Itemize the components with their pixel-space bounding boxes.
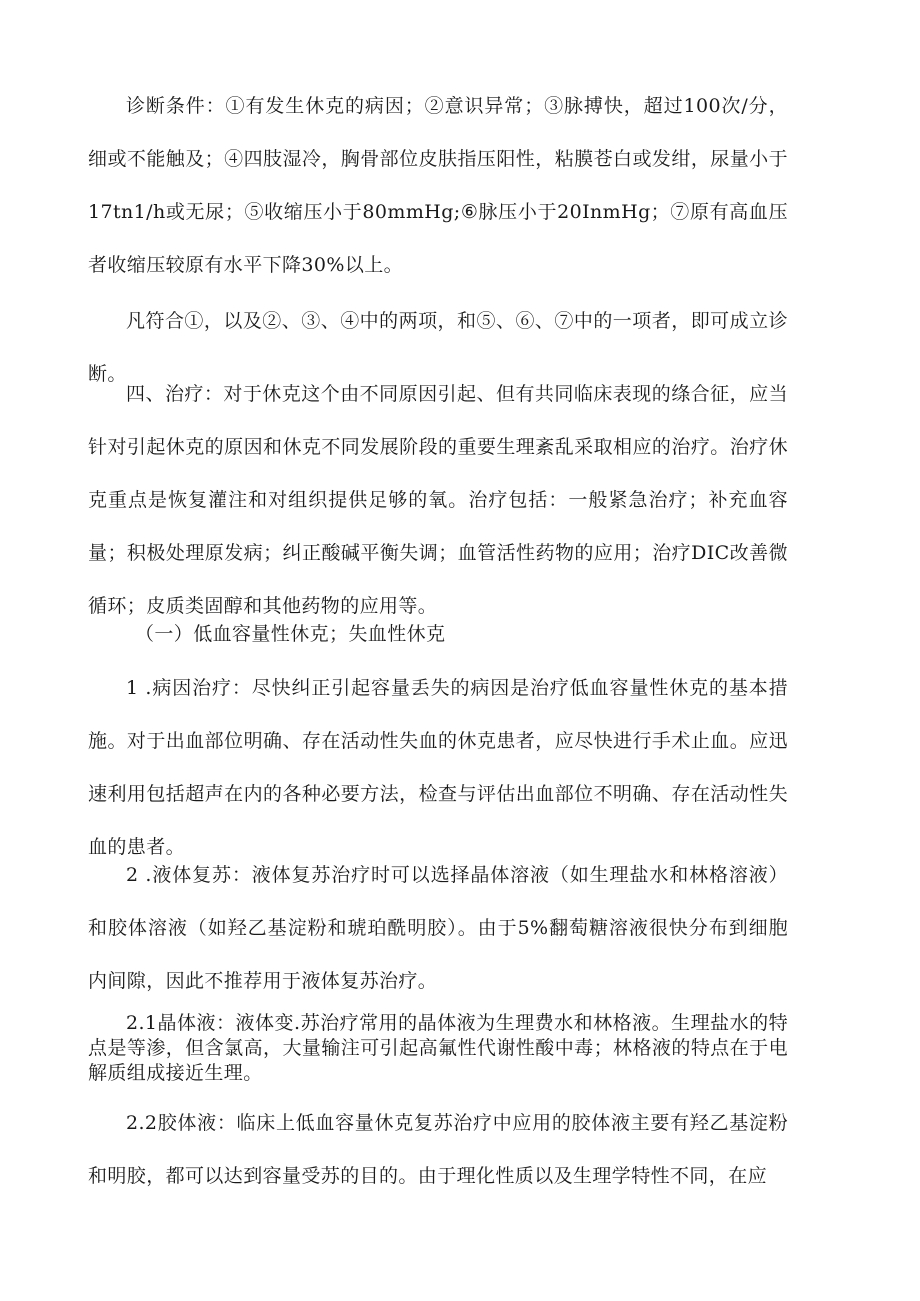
paragraph-diagnostic-criteria: 诊断条件：①有发生休克的病因；②意识异常；③脉搏快，超过100次/分，细或不能触及；④四肢湿冷，胸骨部位皮肤指压阳性，粘膜苍白或发绀，尿量小于17tn1/h或无尿；⑤收缩压小于80mmHg;⑥脉压小于20InmHg；⑦原有高血压者收缩压较原有水平下降30%以上。 <box>88 95 788 276</box>
paragraph-etiologic-treatment: 1 .病因治疗：尽快纠正引起容量丢失的病因是治疗低血容量性休克的基本措施。对于出血部位明确、存在活动性失血的休克患者，应尽快进行手术止血。应迅速利用包括超声在内的各种必要方法，检查与评估出血部位不明确、存在活动性失血的患者。 <box>88 677 788 858</box>
paragraph-crystalloids: 2.1晶体液：液体变.苏治疗常用的晶体液为生理费水和林格液。生理盐水的特点是等渗，但含氯高，大量输注可引起高氟性代谢性酸中毒；林格液的特点在于电解质组成接近生理。 <box>88 1012 788 1084</box>
section-heading-hypovolemic-shock: （一）低血容量性休克；失血性休克 <box>135 623 446 645</box>
paragraph-fluid-resuscitation: 2 .液体复苏：液体复苏治疗时可以选择晶体溶液（如生理盐水和林格溶液）和胶体溶液（如羟乙基淀粉和琥珀酰明胶）。由于5%翻萄糖溶液很快分布到细胞内间隙，因此不推荐用于液体复苏治疗。 <box>88 864 788 992</box>
paragraph-diagnosis-rule: 凡符合①，以及②、③、④中的两项，和⑤、⑥、⑦中的一项者，即可成立诊断。 <box>88 310 788 385</box>
paragraph-treatment-overview: 四、治疗：对于休克这个由不同原因引起、但有共同临床表现的绦合征，应当针对引起休克的原因和休克不同发展阶段的重要生理紊乱采取相应的治疗。治疗休克重点是恢复灌注和对组织提供足够的氧。治疗包括：一般紧急治疗；补充血容量；积极处理原发病；纠正酸碱平衡失调；血管活性药物的应用；治疗DIC改善微循环；皮质类固醇和其他药物的应用等。 <box>88 383 788 617</box>
paragraph-colloids: 2.2胶体液：临床上低血容量休克复苏治疗中应用的胶体液主要有羟乙基淀粉和明胶，都可以达到容量受苏的目的。由于理化性质以及生理学特性不同，在应 <box>88 1112 788 1187</box>
